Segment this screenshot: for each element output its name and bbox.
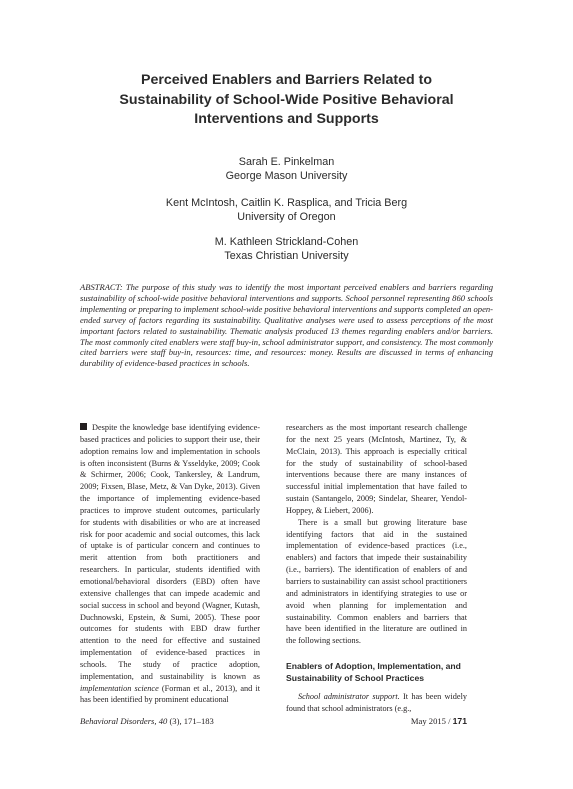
title-line-1: Perceived Enablers and Barriers Related to <box>141 72 432 88</box>
paragraph: There is a small but growing literature base identifying factors that aid in the sustained implementation of evidence-based practices (i.e., enablers) and factors that impede their sustainability (i.e., barriers). The identification of enablers of and barriers to sustainability can assist school practitioners and administrators in identifying strategies to use or avoid when planning for implementation and sustainability. Common enablers and barriers that have been identified in the literature are outlined in the following sections. <box>286 517 467 646</box>
body-column-left <box>80 422 260 706</box>
author-names: M. Kathleen Strickland-Cohen <box>214 236 359 248</box>
paragraph: researchers as the most important research challenge for the next 25 years (McIntosh, Martinez, Ty, & McClain, 2013). This approach is especially critical for the study of sustainability of school-based interventions because there are many instances of successful initial implementation that have failed to sustain (Santangelo, 2009; Sindelar, Shearer, Yendol-Hoppey, & Liebert, 2006). <box>286 423 467 515</box>
section-start-marker-icon <box>80 423 87 430</box>
article-title <box>60 71 513 130</box>
title-line-2: Sustainability of School-Wide Positive Behavioral <box>119 91 454 108</box>
page-number: 171 <box>452 716 467 726</box>
author-affiliation: University of Oregon <box>237 211 336 223</box>
paragraph: School administrator support. It has been widely found that school administrators (e.g., <box>286 692 467 714</box>
journal-citation: Behavioral Disorders, 40 (3), 171–183 <box>80 716 214 726</box>
author-group-1 <box>60 155 513 183</box>
author-group-2 <box>60 196 513 224</box>
intro-paragraph: Despite the knowledge base identifying evidence-based practices and policies to support their use, their adoption remains low and implementation in schools is often inconsistent (Burns & Ysseldyke, 2009; Cook & Schirmer, 2006; Cook, Tankersley, & Landrum, 2009; Fixsen, Blase, Metz, & Van Dyke, 2013). Given the importance of implementing evidence-based practices to improve student outcomes, particularly for students with disabilities or who are at increased risk for poor academic and social outcomes, this lack of uptake is of particular concern and continues to merit attention from both practitioners and researchers. In particular, students identified with emotional/behavioral disorders (EBD) often have extensive challenges that can impede academic and social success in school and beyond (Wagner, Kutash, Duchnowski, Epstein, & Sumi, 2005). These poor outcomes for students with EBD draw further attention to the need for effective and sustained implementation of evidence-based practices in schools. The study of practice adoption, implementation, and sustainability is known as implementation science (Forman et al., 2013), and it has been identified by prominent educational <box>80 423 260 705</box>
author-affiliation: George Mason University <box>225 170 348 182</box>
body-column-right <box>286 422 467 715</box>
title-line-3: Interventions and Supports <box>194 111 379 127</box>
author-affiliation: Texas Christian University <box>224 250 349 262</box>
page-footer: May 2015 / 171 <box>410 716 467 726</box>
author-names: Sarah E. Pinkelman <box>238 156 335 168</box>
abstract: ABSTRACT: The purpose of this study was to identify the most important perceived enablers and barriers regarding sustainability of school-wide positive behavioral interventions and supports. School personnel representing 860 schools implementing or preparing to implement school-wide positive behavioral interventions and supports completed an open-ended survey of factors regarding its sustainability. Qualitative analyses were used to assess perceptions of the most important factors related to sustainability. Thematic analysis produced 13 themes regarding enablers and/or barriers. The most commonly cited enablers were staff buy-in, school administrator support, and consistency. The most commonly cited barriers were staff buy-in, resources: time, and resources: money. Results are discussed in terms of enhancing durability of evidence-based practices in schools. <box>80 282 493 369</box>
author-names: Kent McIntosh, Caitlin K. Rasplica, and Tricia Berg <box>165 197 408 209</box>
section-heading: Enablers of Adoption, Implementation, and Sustainability of School Practices <box>286 661 461 684</box>
author-group-3 <box>60 235 513 263</box>
